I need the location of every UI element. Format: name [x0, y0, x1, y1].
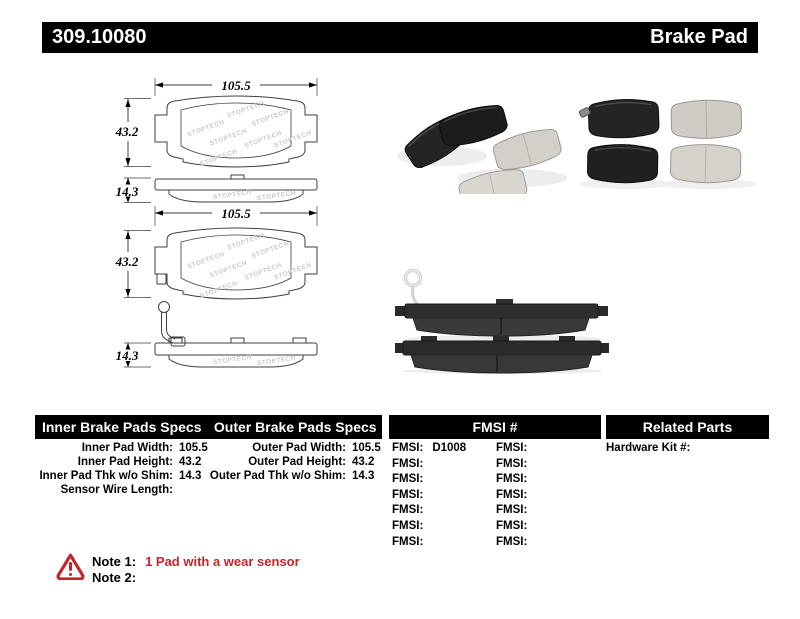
- table-header-specs: [35, 415, 382, 439]
- svg-text:STOPTECH: STOPTECH: [273, 129, 313, 150]
- svg-text:STOPTECH: STOPTECH: [226, 231, 266, 252]
- spec-row: [35, 483, 208, 497]
- related-row: [606, 441, 699, 457]
- technical-drawings: [95, 60, 385, 400]
- spec-label: Sensor Wire Length:: [60, 484, 173, 496]
- photo-pad-back-bottom: [587, 144, 658, 183]
- fmsi-label: FMSI:: [496, 488, 528, 501]
- photo-pads-angled: [392, 86, 592, 194]
- svg-text:STOPTECH: STOPTECH: [256, 354, 297, 368]
- spec-value: 43.2: [352, 456, 375, 468]
- fmsi-row: [496, 519, 536, 535]
- fmsi-row: [496, 441, 536, 457]
- fmsi-label: FMSI:: [392, 457, 424, 470]
- spec-row: [208, 441, 381, 455]
- related-label: Hardware Kit #:: [606, 442, 691, 454]
- wear-sensor-drawing: [159, 302, 186, 347]
- pad-front-drawing-1: [155, 88, 317, 176]
- fmsi-row: [392, 441, 466, 457]
- part-number: 309.10080: [52, 26, 147, 48]
- dim-label-thickness-2: 14.3: [115, 348, 139, 363]
- spec-label: Outer Pad Height:: [248, 456, 346, 468]
- fmsi-row: [496, 535, 536, 551]
- fmsi-title: FMSI #: [472, 419, 518, 435]
- spec-label: Inner Pad Width:: [81, 442, 173, 454]
- svg-text:STOPTECH: STOPTECH: [199, 279, 239, 301]
- spec-row: [35, 469, 208, 483]
- fmsi-column-1: [392, 441, 466, 550]
- spec-label: Outer Pad Width:: [252, 442, 346, 454]
- svg-text:STOPTECH: STOPTECH: [199, 147, 239, 169]
- fmsi-label: FMSI:: [392, 504, 424, 517]
- inner-specs-column: [35, 441, 208, 497]
- photo-pad-face-top: [671, 100, 742, 139]
- dim-label-width-2: 105.5: [221, 206, 251, 221]
- fmsi-row: [392, 503, 466, 519]
- title-bar: [42, 22, 758, 53]
- fmsi-label: FMSI:: [392, 473, 424, 486]
- svg-text:STOPTECH: STOPTECH: [256, 189, 297, 203]
- product-type: Brake Pad: [650, 26, 748, 48]
- outer-specs-column: [208, 441, 381, 483]
- fmsi-label: FMSI:: [392, 488, 424, 501]
- photo-pads-edge: [393, 256, 611, 374]
- photo-pad-back-top: [578, 98, 659, 139]
- svg-text:STOPTECH: STOPTECH: [250, 239, 290, 261]
- fmsi-label: FMSI:: [496, 457, 528, 470]
- spec-value: 105.5: [352, 442, 381, 454]
- spec-label: Inner Pad Thk w/o Shim:: [39, 470, 173, 482]
- fmsi-row: [392, 457, 466, 473]
- dim-label-width-1: 105.5: [221, 78, 251, 93]
- related-parts-title: Related Parts: [642, 419, 733, 435]
- dim-label-height-2: 43.2: [115, 254, 139, 269]
- pad-side-drawing-2: [155, 338, 317, 367]
- outer-specs-title: Outer Brake Pads Specs: [213, 419, 377, 435]
- fmsi-label: FMSI:: [496, 504, 528, 517]
- inner-specs-title: Inner Brake Pads Specs: [41, 419, 202, 435]
- fmsi-row: [392, 519, 466, 535]
- dim-label-thickness-1: 14.3: [115, 184, 139, 199]
- svg-text:STOPTECH: STOPTECH: [208, 127, 249, 148]
- note-1-text: 1 Pad with a wear sensor: [145, 554, 300, 569]
- spec-label: Inner Pad Height:: [77, 456, 173, 468]
- spec-label: Outer Pad Thk w/o Shim:: [209, 470, 346, 482]
- spec-row: [208, 455, 381, 469]
- svg-text:STOPTECH: STOPTECH: [212, 188, 253, 202]
- spec-value: 43.2: [179, 456, 202, 468]
- svg-text:STOPTECH: STOPTECH: [186, 118, 226, 139]
- warning-icon: [56, 553, 85, 580]
- photo-pad-edge-top: [395, 299, 608, 336]
- spec-value: 14.3: [179, 470, 202, 482]
- spec-value: 105.5: [179, 442, 208, 454]
- note-2-label: Note 2:: [92, 570, 137, 585]
- fmsi-row: [496, 488, 536, 504]
- photo-pads-grid: [578, 88, 778, 193]
- related-parts-column: [606, 441, 699, 457]
- fmsi-row: [392, 488, 466, 504]
- fmsi-label: FMSI:: [496, 535, 528, 548]
- svg-text:STOPTECH: STOPTECH: [208, 259, 249, 280]
- fmsi-row: [496, 503, 536, 519]
- fmsi-label: FMSI:: [496, 473, 528, 486]
- note-2: [92, 570, 145, 585]
- svg-text:STOPTECH: STOPTECH: [186, 250, 226, 271]
- svg-text:STOPTECH: STOPTECH: [243, 129, 283, 150]
- pad-side-drawing-1: [155, 175, 317, 202]
- fmsi-row: [496, 472, 536, 488]
- pad-front-drawing-2: [155, 220, 317, 308]
- fmsi-label: FMSI:: [392, 519, 424, 532]
- fmsi-label: FMSI:: [496, 519, 528, 532]
- fmsi-label: FMSI:: [392, 442, 424, 454]
- fmsi-row: [496, 457, 536, 473]
- note-1-label: Note 1:: [92, 554, 137, 569]
- table-header-fmsi: [389, 415, 601, 439]
- svg-text:STOPTECH: STOPTECH: [250, 107, 290, 129]
- fmsi-row: [392, 535, 466, 551]
- svg-text:STOPTECH: STOPTECH: [243, 261, 283, 282]
- fmsi-label: FMSI:: [392, 535, 424, 548]
- photo-wear-sensor-wire: [406, 271, 421, 307]
- fmsi-column-2: [496, 441, 536, 550]
- fmsi-row: [392, 472, 466, 488]
- svg-text:STOPTECH: STOPTECH: [226, 99, 266, 120]
- fmsi-label: FMSI:: [496, 442, 528, 454]
- spec-row: [35, 441, 208, 455]
- spec-value: 14.3: [352, 470, 375, 482]
- fmsi-value: D1008: [432, 442, 467, 454]
- note-1: [92, 554, 300, 569]
- dim-label-height-1: 43.2: [115, 124, 139, 139]
- svg-text:STOPTECH: STOPTECH: [273, 261, 313, 282]
- table-header-related: [606, 415, 769, 439]
- photo-pad-face-bottom: [670, 144, 741, 183]
- spec-row: [35, 455, 208, 469]
- svg-text:STOPTECH: STOPTECH: [212, 353, 253, 367]
- spec-row: [208, 469, 381, 483]
- photo-pad-edge-bottom: [395, 336, 609, 373]
